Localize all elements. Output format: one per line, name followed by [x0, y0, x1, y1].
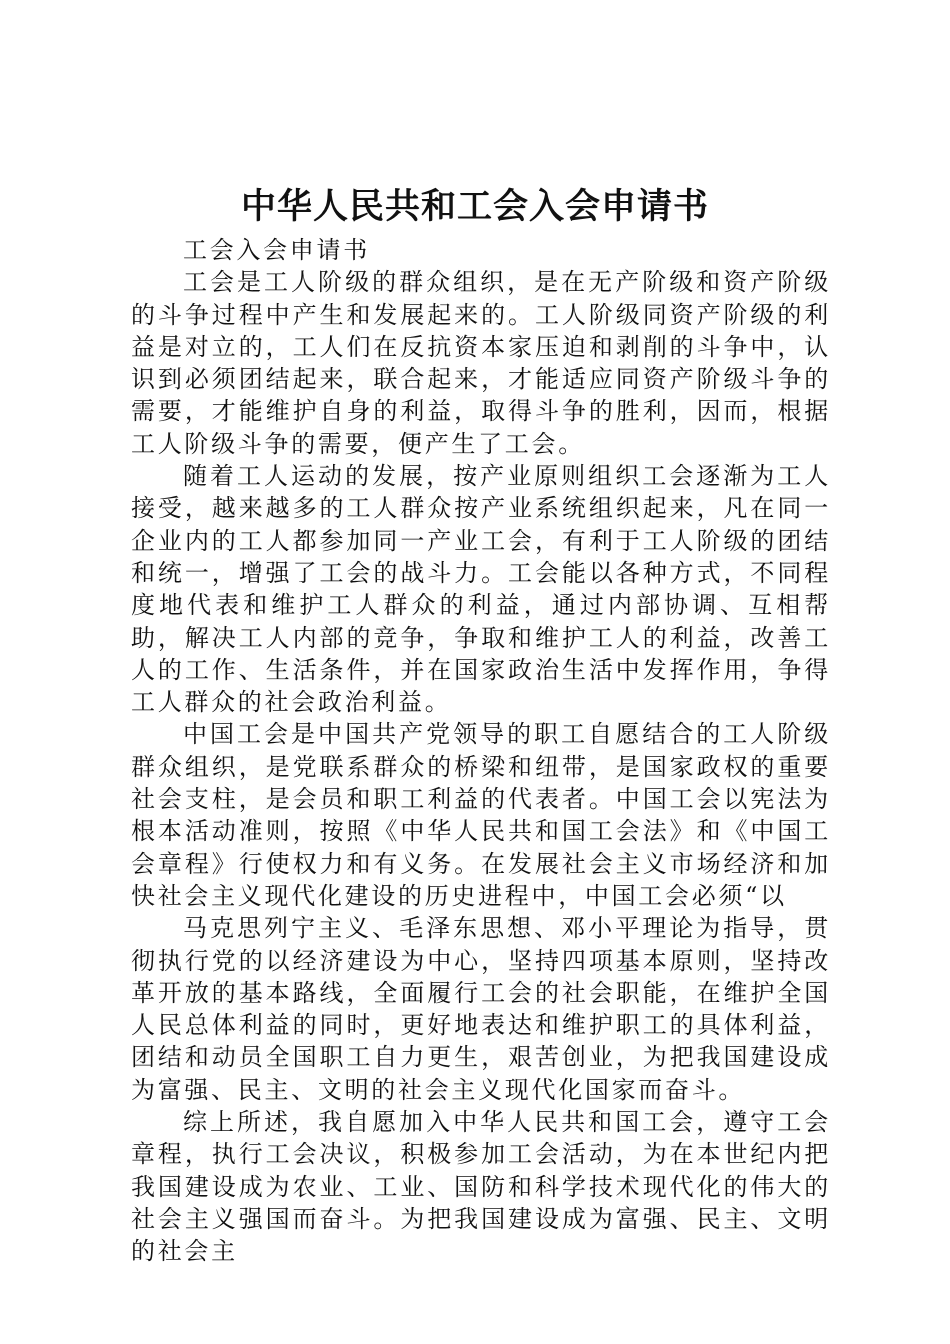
paragraph-subtitle: 工会入会申请书 — [183, 236, 370, 264]
paragraph: 随着工人运动的发展，按产业原则组织工会逐渐为工人接受，越来越多的工人群众按产业系统组织起来，凡在同一企业内的工人都参加同一产业工会，有利于工人阶级的团结和统一，增强了工会的战斗力。工会能以各种方式，不同程度地代表和维护工人群众的利益，通过内部协调、互相帮助，解决工人内部的竞争，争取和维护工人的利益，改善工人的工作、生活条件，并在国家政治生活中发挥作用，争得工人群众的社会政治利益。 — [131, 462, 831, 717]
paragraph: 中国工会是中国共产党领导的职工自愿结合的工人阶级群众组织，是党联系群众的桥梁和纽带，是国家政权的重要社会支柱，是会员和职工利益的代表者。中国工会以宪法为根本活动准则，按照《中华人民共和国工会法》和《中国工会章程》行使权力和有义务。在发展社会主义市场经济和加快社会主义现代化建设的历史进程中，中国工会必须“以 — [131, 720, 831, 910]
document-title: 中华人民共和工会入会申请书 — [240, 187, 709, 227]
paragraph: 综上所述，我自愿加入中华人民共和国工会，遵守工会章程，执行工会决议，积极参加工会活动，为在本世纪内把我国建设成为农业、工业、国防和科学技术现代化的伟大的社会主义强国而奋斗。为把我国建设成为富强、民主、文明的社会主 — [131, 1108, 831, 1266]
paragraph: 工会是工人阶级的群众组织，是在无产阶级和资产阶级的斗争过程中产生和发展起来的。工人阶级同资产阶级的利益是对立的，工人们在反抗资本家压迫和剥削的斗争中，认识到必须团结起来，联合起来，才能适应同资产阶级斗争的需要，才能维护自身的利益，取得斗争的胜利，因而，根据工人阶级斗争的需要，便产生了工会。 — [131, 268, 831, 458]
document-body — [131, 234, 831, 1268]
paragraph: 马克思列宁主义、毛泽东思想、邓小平理论为指导，贯彻执行党的以经济建设为中心，坚持四项基本原则，坚持改革开放的基本路线，全面履行工会的社会职能，在维护全国人民总体利益的同时，更好地表达和维护职工的具体利益，团结和动员全国职工自力更生，艰苦创业，为把我国建设成为富强、民主、文明的社会主义现代化国家而奋斗。 — [131, 914, 831, 1104]
